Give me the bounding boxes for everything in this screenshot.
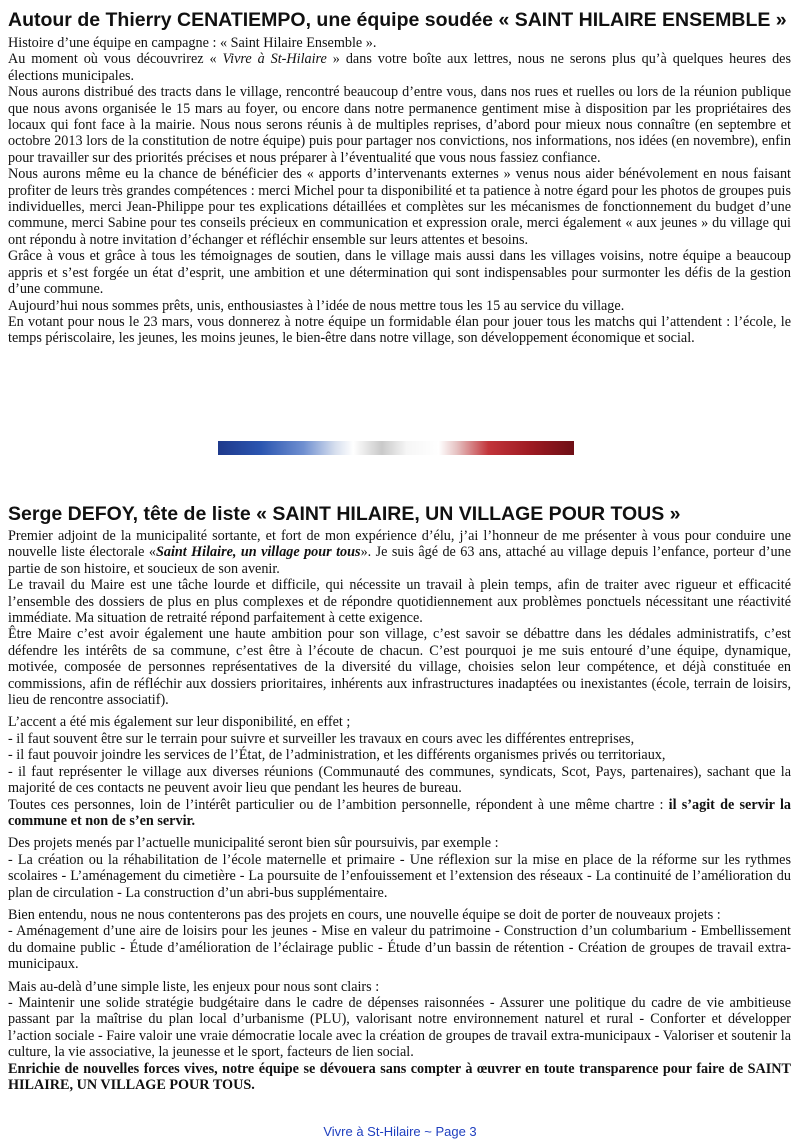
section1-title: Autour de Thierry CENATIEMPO, une équipe soudée « SAINT HILAIRE ENSEMBLE » (8, 9, 787, 31)
section2-paragraph: Mais au-delà d’une simple liste, les enjeux pour nous sont clairs : (8, 978, 380, 995)
project-list: - Aménagement d’une aire de loisirs pour les jeunes - Mise en valeur du patrimoine - Construction d’un columbarium - Embellissement du domaine public - Étude d’amélioration de l’éclairage public - Étude d’un bassin de rétention - Création de groupes de travail extra-municipaux. (8, 923, 791, 973)
closing-statement: Enrichie de nouvelles forces vives, notre équipe se dévouera sans compter à œuvrer en toute transparence pour faire de SAINT HILAIRE, UN VILLAGE POUR TOUS. (8, 1060, 791, 1093)
list-item: - il faut souvent être sur le terrain pour suivre et surveiller les travaux en cours avec les différentes entreprises, (8, 730, 635, 747)
section2-paragraph: Le travail du Maire est une tâche lourde et difficile, qui nécessite un travail à plein temps, afin de traiter avec rigueur et efficacité l’ensemble des dossiers de plus en plus complexes et de répondre quotidiennement aux problèmes ponctuels nécessitant une réactivité immédiate. Ma situation de retraité répond parfaitement à cette exigence. (8, 577, 791, 627)
list-name: Saint Hilaire, un village pour tous (155, 544, 361, 561)
section2-paragraph: Toutes ces personnes, loin de l’intérêt particulier ou de l’ambition personnelle, répondent à une même chartre : il s’agit de servir la commune et non de s’en servir. (8, 796, 791, 829)
section1-paragraph: En votant pour nous le 23 mars, vous donnerez à notre équipe un formidable élan pour jouer tous les matchs qui l’attendent : l’école, le temps périscolaire, les jeunes, les moins jeunes, le bien-être dans notre village, son développement économique et social. (8, 313, 791, 347)
section2-paragraph: Être Maire c’est avoir également une haute ambition pour son village, c’est savoir se débattre dans les dédales administratifs, c’est défendre les intérêts de sa commune, c’est être à l’écoute de chacun. C’est pourquoi je me suis entouré d’une équipe, dynamique, motivée, composée de personnes représentatives de la diversité du village, choisies selon leur compétence, et déjà constituée en commissions, afin de réfléchir aux dossiers prioritaires, inhérents aux infrastructures inadaptées ou inexistantes (école, terrain de loisirs, lieu de rencontre associatif). (8, 626, 791, 709)
section2-paragraph: L’accent a été mis également sur leur disponibilité, en effet ; (8, 714, 351, 731)
project-list: - La création ou la réhabilitation de l’école maternelle et primaire - Une réflexion sur la mise en place de la réforme sur les rythmes scolaires - L’aménagement du cimetière - La poursuite de l’enfouissement et l’extension des réseaux - La continuité de l’amélioration du plan de circulation - La construction d’un abri-bus supplémentaire. (8, 851, 791, 901)
section1-paragraph: Nous aurons distribué des tracts dans le village, rencontré beaucoup d’entre vous, dans nos rues et ruelles ou lors de la réunion publique que nous avons organisée le 15 mars au foyer, ou encore dans notre permanence gentiment mise à disposition par les propriétaires des locaux qui font face à la mairie. Nous nous serons réunis à de multiples reprises, d’abord pour mieux nous connaître (en septembre et octobre 2013 lors de la constitution de notre équipe) puis pour partager nos convictions, nos informations, nos idées (en novembre), enfin pour travailler sur des priorités précises et nous préparer à l’éventualité que vous nous fassiez confiance. (8, 84, 791, 166)
project-list: - Maintenir une solide stratégie budgétaire dans le cadre de dépenses raisonnées - Assurer une politique du cadre de vie ambitieuse passant par la maîtrise du plan local d’urbanisme (PLU), valorisant notre environnement naturel et rural - Conforter et développer l’action sociale - Faire valoir une vraie démocratie locale avec la création de groupes de travail extra-municipaux - Valoriser et soutenir la culture, la vie associative, la jeunesse et le sport, facteurs de lien social. (8, 994, 791, 1061)
section2-title: Serge DEFOY, tête de liste « SAINT HILAIRE, UN VILLAGE POUR TOUS » (8, 503, 681, 525)
list-item: - il faut représenter le village aux diverses réunions (Communauté des communes, syndicats, Scot, Pays, partenaires), sachant que la majorité de ces contacts ne peuvent avoir lieu que pendant les heures de bureau. (8, 763, 791, 797)
newsletter-name: Vivre à St-Hilaire (222, 51, 327, 68)
section1-paragraph: Aujourd’hui nous sommes prêts, unis, enthousiastes à l’idée de nous mettre tous les 15 au service du village. (8, 297, 625, 314)
section1-paragraph: Histoire d’une équipe en campagne : « Saint Hilaire Ensemble ». (8, 35, 377, 51)
section1-paragraph: Grâce à vous et grâce à tous les témoignages de soutien, dans le village mais aussi dans les villages voisins, notre équipe a beaucoup appris et s’est forgée un état d’esprit, une ambition et une détermination qui sont indispensables pour surmonter les défis de la gestion d’une commune. (8, 248, 791, 298)
section1-paragraph: Au moment où vous découvrirez « Vivre à St-Hilaire » dans votre boîte aux lettres, nous ne serons plus qu’à quelques heures des élections municipales. (8, 51, 792, 84)
section2-body (8, 528, 791, 1093)
section1-body (8, 35, 791, 347)
section1-paragraph: Nous aurons même eu la chance de bénéficier des « apports d’intervenants externes » venus nous aider bénévolement en nous faisant profiter de leurs très grandes compétences : merci Michel pour ta disponibilité et ta patience à notre égard pour les photos de groupes puis individuelles, merci Jean-Philippe pour tes explications détaillées et complètes sur les mécanismes de fonctionnement du budget d’une commune, merci Sabine pour tes conseils précieux en communication et expression orale, merci également « aux jeunes » du village qui ont répondu à notre invitation d’échanger et réfléchir ensemble sur leurs attentes et besoins. (8, 166, 791, 248)
charter-motto: il s’agit de servir la commune et non de s’en servir. (8, 796, 791, 829)
page-footer: Vivre à St-Hilaire ~ Page 3 (323, 1124, 477, 1139)
section2-paragraph: Bien entendu, nous ne nous contenterons pas des projets en cours, une nouvelle équipe se doit de porter de nouveaux projets : (8, 906, 721, 923)
section2-paragraph: Des projets menés par l’actuelle municipalité seront bien sûr poursuivis, par exemple : (8, 835, 499, 852)
list-item: - il faut pouvoir joindre les services de l’État, de l’administration, et les différents organismes privés ou territoriaux, (8, 747, 666, 764)
tricolor-divider (218, 441, 574, 455)
section2-paragraph: Premier adjoint de la municipalité sortante, et fort de mon expérience d’élu, j’ai l’honneur de me présenter à vous pour conduire une nouvelle liste électorale «Saint Hilaire, un village pour tous». Je suis âgé de 63 ans, attaché au village depuis l’enfance, porteur d’une partie de son histoire, et soucieux de son avenir. (8, 528, 791, 577)
